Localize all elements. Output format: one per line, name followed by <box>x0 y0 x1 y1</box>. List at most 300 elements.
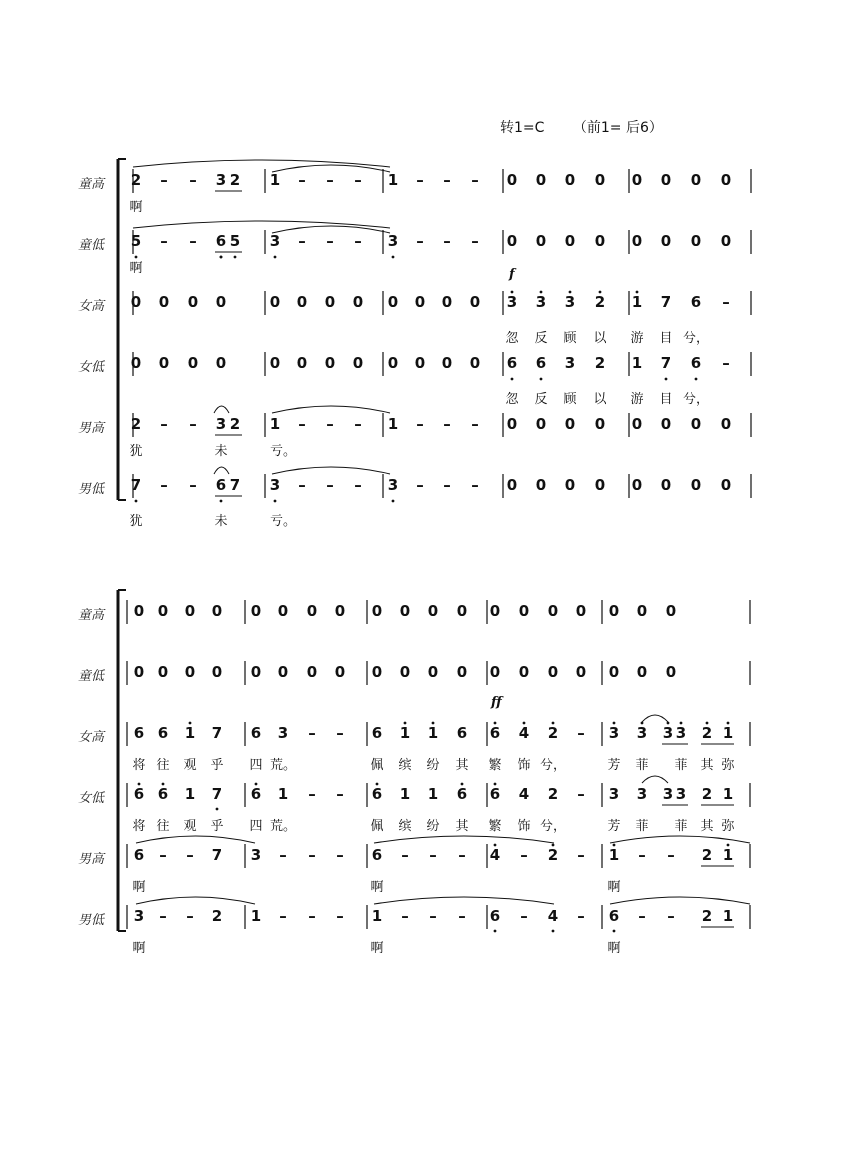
note: 7 <box>660 293 672 311</box>
octave-dot <box>540 378 543 381</box>
note: 3 <box>133 907 145 925</box>
note: 6 <box>506 354 518 372</box>
note: 3 <box>250 846 262 864</box>
part-name: 男高 <box>78 852 105 867</box>
note: 0 <box>631 476 643 494</box>
note: 0 <box>399 663 411 681</box>
note: – <box>722 354 730 372</box>
lyric: 游 <box>630 331 644 346</box>
note: 1 <box>722 907 734 925</box>
octave-dot <box>613 930 616 933</box>
slur <box>214 406 229 413</box>
note: 0 <box>157 602 169 620</box>
note: – <box>667 907 675 925</box>
note: 3 <box>636 724 648 742</box>
note: 0 <box>215 354 227 372</box>
note: 0 <box>564 415 576 433</box>
note: – <box>326 415 334 433</box>
note: 0 <box>469 293 481 311</box>
note: 0 <box>352 354 364 372</box>
lyric: 往 <box>156 819 170 834</box>
note: – <box>326 476 334 494</box>
note: 0 <box>660 415 672 433</box>
note: 0 <box>636 663 648 681</box>
part-name: 女低 <box>78 360 105 375</box>
note: – <box>279 907 287 925</box>
note: 0 <box>187 293 199 311</box>
part-name: 童高 <box>78 608 105 623</box>
note: 0 <box>720 232 732 250</box>
note: 1 <box>269 171 281 189</box>
lyric: 荒。 <box>269 758 297 773</box>
note: 0 <box>296 354 308 372</box>
note: – <box>471 232 479 250</box>
note: 0 <box>130 293 142 311</box>
tie <box>136 836 255 843</box>
note: 3 <box>277 724 289 742</box>
lyric: 其 <box>700 758 714 773</box>
part-name: 童低 <box>78 669 105 684</box>
note: 3 <box>387 232 399 250</box>
lyric: 菲 <box>635 819 649 834</box>
note: 6 <box>489 724 501 742</box>
note: 1 <box>387 171 399 189</box>
note: 0 <box>324 354 336 372</box>
note: 0 <box>660 171 672 189</box>
lyric: 犹 <box>129 514 143 529</box>
note: 3 <box>535 293 547 311</box>
note: 0 <box>535 415 547 433</box>
note: 0 <box>547 602 559 620</box>
note: 1 <box>184 724 196 742</box>
note: 0 <box>564 232 576 250</box>
lyric: 弥 <box>721 819 735 834</box>
tie <box>133 160 390 167</box>
note: 0 <box>720 415 732 433</box>
note: – <box>308 907 316 925</box>
note: 4 <box>489 846 501 864</box>
lyric: 反 <box>534 331 548 346</box>
note: 6 <box>690 293 702 311</box>
note: 0 <box>489 663 501 681</box>
note: – <box>298 415 306 433</box>
note: 0 <box>535 476 547 494</box>
note: 0 <box>306 663 318 681</box>
note: – <box>186 846 194 864</box>
tie <box>374 836 554 843</box>
note: 1 <box>371 907 383 925</box>
lyric: 佩 <box>370 758 384 773</box>
note: 0 <box>158 354 170 372</box>
note: 6 <box>215 476 227 494</box>
note: 0 <box>250 663 262 681</box>
note: – <box>416 476 424 494</box>
tie <box>642 776 668 783</box>
note: 2 <box>130 171 142 189</box>
tie <box>272 406 390 413</box>
note: – <box>416 415 424 433</box>
part-name: 女低 <box>78 791 105 806</box>
dynamic-mark: f <box>509 267 515 282</box>
note: – <box>401 846 409 864</box>
note: – <box>160 232 168 250</box>
note: – <box>160 171 168 189</box>
note: – <box>520 907 528 925</box>
lyric: 啊 <box>132 880 146 895</box>
note: 1 <box>427 724 439 742</box>
note: 0 <box>506 476 518 494</box>
note: – <box>443 476 451 494</box>
lyric: 犹 <box>129 444 143 459</box>
note: 0 <box>215 293 227 311</box>
note: 2 <box>547 785 559 803</box>
note: – <box>308 785 316 803</box>
note: – <box>160 415 168 433</box>
note: – <box>471 476 479 494</box>
note: – <box>160 476 168 494</box>
note: 0 <box>211 602 223 620</box>
lyric: 菲 <box>635 758 649 773</box>
lyric: 顾 <box>563 392 577 407</box>
note: 0 <box>133 663 145 681</box>
note: – <box>416 232 424 250</box>
octave-dot <box>234 256 237 259</box>
lyric: 缤 <box>398 758 412 773</box>
note: – <box>429 907 437 925</box>
lyric: 四 <box>249 758 263 773</box>
octave-dot <box>220 500 223 503</box>
note: 1 <box>631 293 643 311</box>
note: 0 <box>665 602 677 620</box>
lyric: 游 <box>630 392 644 407</box>
key-change <box>500 117 687 137</box>
note: 3 <box>675 724 687 742</box>
note: 0 <box>187 354 199 372</box>
note: 6 <box>371 785 383 803</box>
note: – <box>189 415 197 433</box>
note: – <box>638 907 646 925</box>
note: 0 <box>184 663 196 681</box>
lyric: 纷 <box>426 758 440 773</box>
note: 6 <box>371 724 383 742</box>
note: 6 <box>690 354 702 372</box>
part-name: 女高 <box>78 299 105 314</box>
note: 0 <box>269 354 281 372</box>
note: – <box>638 846 646 864</box>
note: 6 <box>157 724 169 742</box>
note: 6 <box>133 846 145 864</box>
note: 0 <box>608 602 620 620</box>
note: 0 <box>518 602 530 620</box>
note: 0 <box>334 663 346 681</box>
note: 6 <box>456 724 468 742</box>
note: 2 <box>229 171 241 189</box>
note: 1 <box>250 907 262 925</box>
note: 0 <box>352 293 364 311</box>
note: 0 <box>296 293 308 311</box>
lyric: 亏。 <box>269 444 297 459</box>
lyric: 目 <box>659 331 673 346</box>
octave-dot <box>665 378 668 381</box>
lyric: 啊 <box>129 200 143 215</box>
note: 0 <box>324 293 336 311</box>
note: 6 <box>535 354 547 372</box>
note: 0 <box>371 663 383 681</box>
note: 0 <box>535 171 547 189</box>
note: 2 <box>547 724 559 742</box>
note: 0 <box>456 663 468 681</box>
note: 0 <box>133 602 145 620</box>
note: 0 <box>441 354 453 372</box>
note: 2 <box>594 293 606 311</box>
note: 1 <box>269 415 281 433</box>
note: – <box>159 907 167 925</box>
note: 0 <box>594 476 606 494</box>
lyric: 其 <box>455 758 469 773</box>
lyric: 乎 <box>210 819 224 834</box>
lyric: 乎 <box>210 758 224 773</box>
lyric: 观 <box>183 819 197 834</box>
part-name: 童高 <box>78 177 105 192</box>
note: – <box>443 171 451 189</box>
lyric: 啊 <box>370 941 384 956</box>
note: 0 <box>387 354 399 372</box>
lyric: 其 <box>700 819 714 834</box>
note: 2 <box>547 846 559 864</box>
lyric: 啊 <box>607 880 621 895</box>
note: 0 <box>564 171 576 189</box>
note: 1 <box>277 785 289 803</box>
note: 6 <box>133 724 145 742</box>
tie <box>133 221 390 228</box>
tie <box>610 897 750 904</box>
note: 0 <box>564 476 576 494</box>
octave-dot <box>511 378 514 381</box>
note: – <box>458 846 466 864</box>
note: 3 <box>269 232 281 250</box>
part-name: 男高 <box>78 421 105 436</box>
note: 3 <box>564 354 576 372</box>
note: 0 <box>660 232 672 250</box>
note: – <box>189 476 197 494</box>
note: 0 <box>277 663 289 681</box>
part-name: 男低 <box>78 913 105 928</box>
octave-dot <box>274 256 277 259</box>
note: 1 <box>722 724 734 742</box>
part-name: 男低 <box>78 482 105 497</box>
note: 0 <box>250 602 262 620</box>
note: 0 <box>469 354 481 372</box>
lyric: 往 <box>156 758 170 773</box>
note: – <box>189 171 197 189</box>
lyric: 将 <box>132 819 146 834</box>
note: 0 <box>660 476 672 494</box>
note: 3 <box>662 724 674 742</box>
lyric: 忽 <box>505 331 519 346</box>
note: – <box>159 846 167 864</box>
note: 6 <box>157 785 169 803</box>
note: 0 <box>665 663 677 681</box>
note: – <box>471 415 479 433</box>
note: 0 <box>506 232 518 250</box>
lyric: 其 <box>455 819 469 834</box>
octave-dot <box>494 930 497 933</box>
note: 0 <box>387 293 399 311</box>
lyric: 菲 <box>674 758 688 773</box>
note: 0 <box>631 171 643 189</box>
note: 6 <box>456 785 468 803</box>
lyric: 饰 <box>517 819 531 834</box>
note: 0 <box>506 415 518 433</box>
lyric: 观 <box>183 758 197 773</box>
lyric: 纷 <box>426 819 440 834</box>
note: 0 <box>535 232 547 250</box>
note: 1 <box>722 785 734 803</box>
note: – <box>429 846 437 864</box>
note: 1 <box>399 785 411 803</box>
note: 2 <box>130 415 142 433</box>
note: 4 <box>518 785 530 803</box>
note: – <box>416 171 424 189</box>
lyric: 啊 <box>132 941 146 956</box>
note: – <box>336 724 344 742</box>
note: 0 <box>506 171 518 189</box>
note: 3 <box>269 476 281 494</box>
key-change-note: （前1= 后6） <box>572 120 663 136</box>
note: 0 <box>414 293 426 311</box>
tie <box>272 467 390 474</box>
lyric: 缤 <box>398 819 412 834</box>
note: – <box>354 171 362 189</box>
lyric: 未 <box>214 444 228 459</box>
note: – <box>308 724 316 742</box>
note: 2 <box>594 354 606 372</box>
note: 7 <box>130 476 142 494</box>
note: 3 <box>675 785 687 803</box>
note: 0 <box>130 354 142 372</box>
lyric: 饰 <box>517 758 531 773</box>
note: – <box>336 907 344 925</box>
note: – <box>722 293 730 311</box>
note: 3 <box>215 171 227 189</box>
note: 0 <box>631 232 643 250</box>
note: – <box>279 846 287 864</box>
note: 0 <box>489 602 501 620</box>
note: 0 <box>456 602 468 620</box>
note: – <box>298 171 306 189</box>
note: – <box>326 171 334 189</box>
note: 0 <box>427 602 439 620</box>
note: 0 <box>594 232 606 250</box>
tie <box>136 897 255 904</box>
lyric: 啊 <box>607 941 621 956</box>
lyric: 芳 <box>607 758 621 773</box>
note: 2 <box>701 907 713 925</box>
note: 5 <box>229 232 241 250</box>
note: 0 <box>269 293 281 311</box>
note: 0 <box>427 663 439 681</box>
lyric: 弥 <box>721 758 735 773</box>
note: 6 <box>133 785 145 803</box>
note: 3 <box>662 785 674 803</box>
note: 0 <box>631 415 643 433</box>
note: 1 <box>387 415 399 433</box>
octave-dot <box>220 256 223 259</box>
note: 1 <box>631 354 643 372</box>
lyric: 啊 <box>129 261 143 276</box>
note: 0 <box>594 415 606 433</box>
note: – <box>298 232 306 250</box>
note: – <box>354 415 362 433</box>
lyric: 顾 <box>563 331 577 346</box>
note: 7 <box>211 785 223 803</box>
octave-dot <box>274 500 277 503</box>
note: 7 <box>229 476 241 494</box>
note: 5 <box>130 232 142 250</box>
note: – <box>577 785 585 803</box>
lyric: 荒。 <box>269 819 297 834</box>
note: 1 <box>399 724 411 742</box>
lyric: 以 <box>593 331 607 346</box>
octave-dot <box>135 256 138 259</box>
note: 2 <box>211 907 223 925</box>
note: 4 <box>547 907 559 925</box>
octave-dot <box>392 256 395 259</box>
note: 6 <box>215 232 227 250</box>
note: 0 <box>334 602 346 620</box>
note: – <box>354 476 362 494</box>
note: – <box>186 907 194 925</box>
note: 0 <box>441 293 453 311</box>
note: 6 <box>608 907 620 925</box>
note: 0 <box>399 602 411 620</box>
slur <box>214 467 229 474</box>
lyric: 目 <box>659 392 673 407</box>
note: – <box>443 232 451 250</box>
note: 0 <box>594 171 606 189</box>
note: – <box>577 907 585 925</box>
lyric: 兮， <box>682 331 710 346</box>
note: 0 <box>547 663 559 681</box>
note: 6 <box>489 907 501 925</box>
note: – <box>189 232 197 250</box>
lyric: 四 <box>249 819 263 834</box>
note: – <box>577 846 585 864</box>
note: 2 <box>701 785 713 803</box>
note: 0 <box>414 354 426 372</box>
lyric: 兮， <box>682 392 710 407</box>
note: 0 <box>575 602 587 620</box>
lyric: 亏。 <box>269 514 297 529</box>
note: 0 <box>157 663 169 681</box>
dynamic-mark: ff <box>491 695 502 710</box>
lyric: 兮， <box>539 758 567 773</box>
note: 0 <box>371 602 383 620</box>
note: 3 <box>387 476 399 494</box>
note: 7 <box>211 846 223 864</box>
note: 2 <box>701 846 713 864</box>
note: 6 <box>489 785 501 803</box>
note: 0 <box>690 476 702 494</box>
tie <box>374 897 554 904</box>
lyric: 繁 <box>488 758 502 773</box>
octave-dot <box>135 500 138 503</box>
note: 7 <box>211 724 223 742</box>
note: – <box>354 232 362 250</box>
lyric: 将 <box>132 758 146 773</box>
lyric: 兮， <box>539 819 567 834</box>
note: 0 <box>690 415 702 433</box>
